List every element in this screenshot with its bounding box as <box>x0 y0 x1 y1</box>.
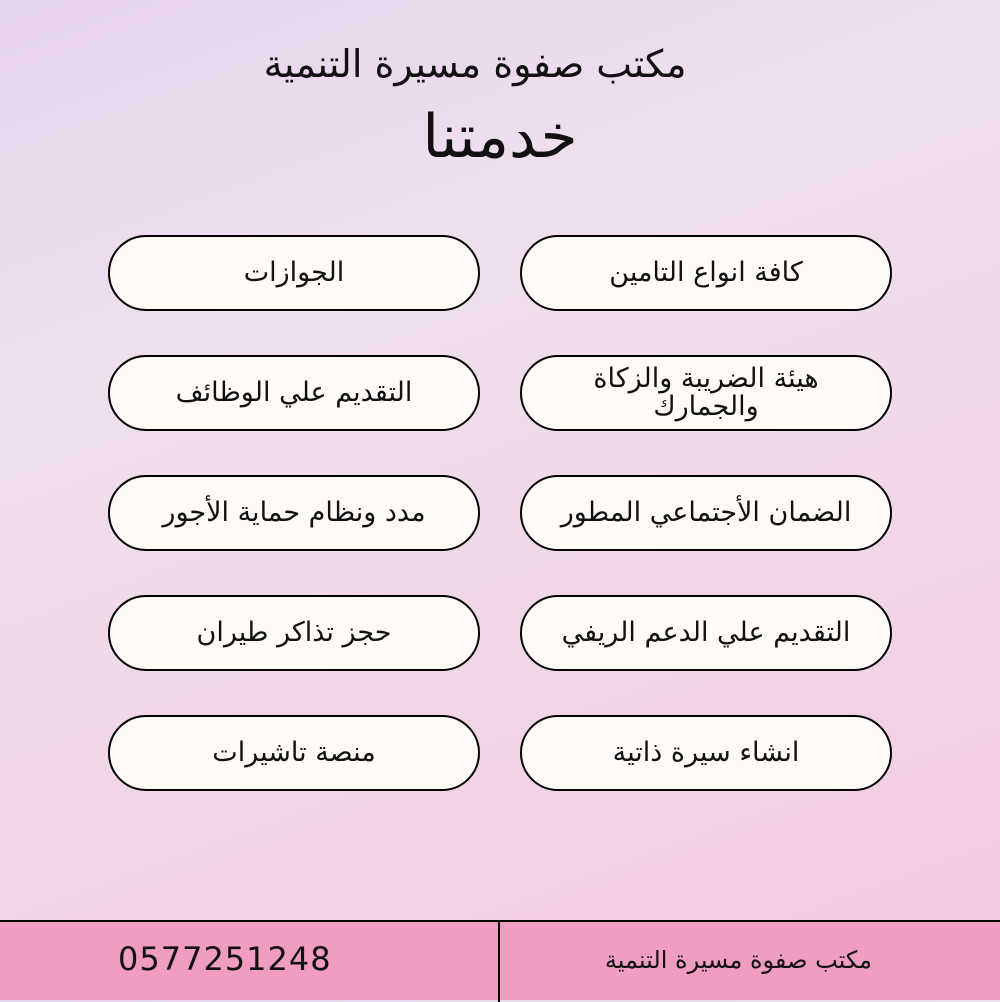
service-visa-platform[interactable]: منصة تاشيرات <box>108 715 480 791</box>
service-passports[interactable]: الجوازات <box>108 235 480 311</box>
service-job-applications[interactable]: التقديم علي الوظائف <box>108 355 480 431</box>
service-rural-support[interactable]: التقديم علي الدعم الريفي <box>520 595 892 671</box>
footer-phone-number[interactable]: 0577251248 <box>118 940 332 978</box>
page-heading: خدمتنا <box>422 102 578 172</box>
service-insurance[interactable]: كافة انواع التامين <box>520 235 892 311</box>
service-social-security[interactable]: الضمان الأجتماعي المطور <box>520 475 892 551</box>
footer-divider <box>498 922 500 1002</box>
footer-bar <box>0 920 1000 1000</box>
header-office-name: مكتب صفوة مسيرة التنمية <box>263 42 687 86</box>
services-grid <box>108 235 892 791</box>
service-cv-creation[interactable]: انشاء سيرة ذاتية <box>520 715 892 791</box>
service-flight-tickets[interactable]: حجز تذاكر طيران <box>108 595 480 671</box>
service-tax-zakat-customs[interactable]: هيئة الضريبة والزكاة والجمارك <box>520 355 892 431</box>
footer-office-name: مكتب صفوة مسيرة التنمية <box>604 946 872 974</box>
service-wage-protection[interactable]: مدد ونظام حماية الأجور <box>108 475 480 551</box>
